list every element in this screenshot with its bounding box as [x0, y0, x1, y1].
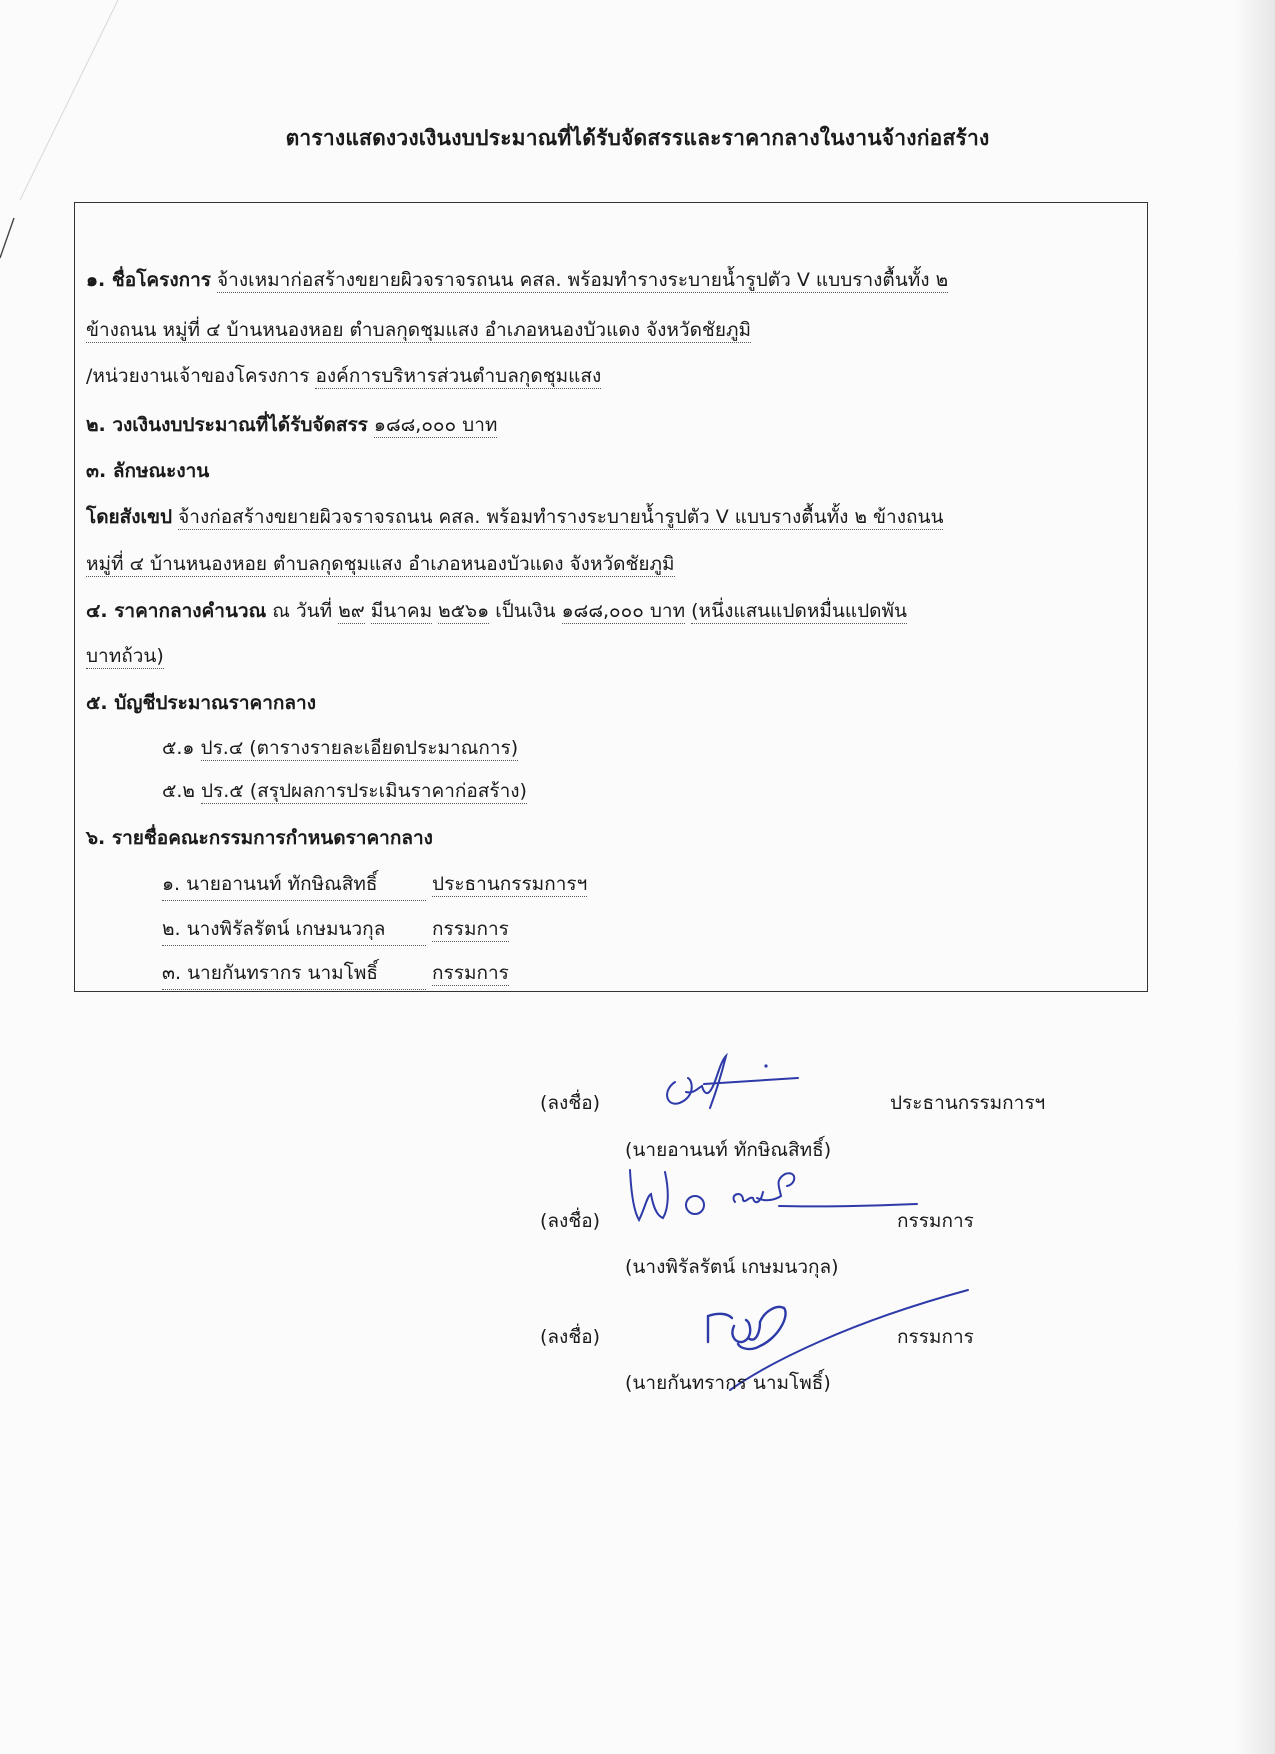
item5-sub1-text: ปร.๔ (ตารางรายละเอียดประมาณการ) — [200, 737, 519, 759]
item4-line1 — [86, 596, 907, 626]
signature-role: กรรมการ — [897, 1326, 974, 1348]
item5-sub2 — [162, 776, 527, 806]
item1-line1 — [86, 265, 948, 295]
committee-member-role: กรรมการ — [432, 962, 509, 984]
committee-member-role: กรรมการ — [432, 918, 509, 940]
signature-label: (ลงชื่อ) — [540, 1326, 601, 1348]
item3-summary-1: จ้างก่อสร้างขยายผิวจราจรถนน คสล. พร้อมทำรางระบายน้ำรูปตัว V แบบรางตื้นทั้ง ๒ ข้างถนน — [178, 506, 944, 528]
item4-amount-words-1: (หนึ่งแสนแปดหมื่นแปดพัน — [691, 600, 908, 622]
item4-month: มีนาคม — [370, 600, 433, 622]
item5-sub1-no: ๕.๑ — [162, 737, 195, 759]
item3-summary-label: โดยสังเขป — [86, 506, 173, 528]
item1-line2 — [86, 315, 751, 345]
committee-member-name: ๓. นายกันทรากร นามโพธิ์ — [162, 958, 426, 990]
item1-owner-label: /หน่วยงานเจ้าของโครงการ — [86, 365, 310, 387]
item4-label: ๔. ราคากลางคำนวณ — [86, 600, 267, 622]
item2-value: ๑๘๘,๐๐๐ บาท — [373, 414, 498, 436]
item2-label: ๒. วงเงินงบประมาณที่ได้รับจัดสรร — [86, 414, 368, 436]
committee-member-name: ๑. นายอานนท์ ทักษิณสิทธิ์ — [162, 869, 426, 901]
item1-project-name-2: ข้างถนน หมู่ที่ ๔ บ้านหนองหอย ตำบลกุดชุมแสง อำเภอหนองบัวแดง จังหวัดชัยภูมิ — [86, 319, 752, 341]
item6-label: ๖. รายชื่อคณะกรรมการกำหนดราคากลาง — [86, 827, 433, 849]
item4-amount-prefix: เป็นเงิน — [495, 600, 556, 622]
committee-member — [162, 958, 509, 990]
document-title: ตารางแสดงวงเงินงบประมาณที่ได้รับจัดสรรและราคากลางในงานจ้างก่อสร้าง — [285, 126, 990, 150]
item1-owner — [86, 361, 601, 391]
item5-sub1 — [162, 733, 518, 763]
item4-line2 — [86, 641, 164, 671]
item3-line2 — [86, 549, 675, 579]
committee-member — [162, 869, 587, 901]
item3-line1 — [86, 502, 943, 532]
item3-summary-2: หมู่ที่ ๔ บ้านหนองหอย ตำบลกุดชุมแสง อำเภอหนองบัวแดง จังหวัดชัยภูมิ — [86, 553, 675, 575]
committee-member-role: ประธานกรรมการฯ — [432, 873, 588, 895]
item4-amount-words-2: บาทถ้วน) — [86, 645, 164, 667]
item2-line — [86, 410, 497, 440]
committee-member — [162, 914, 509, 946]
item4-year: ๒๕๖๑ — [438, 600, 490, 622]
item3-label: ๓. ลักษณะงาน — [86, 460, 210, 482]
committee-member-name: ๒. นางพิรัลรัตน์ เกษมนวกุล — [162, 914, 426, 946]
signature-member1-icon — [625, 1160, 920, 1240]
item1-project-name-1: จ้างเหมาก่อสร้างขยายผิวจราจรถนน คสล. พร้อมทำรางระบายน้ำรูปตัว V แบบรางตื้นทั้ง ๒ — [217, 269, 949, 291]
signature-role: กรรมการ — [897, 1210, 974, 1232]
signature-label: (ลงชื่อ) — [540, 1210, 601, 1232]
item5-sub2-no: ๕.๒ — [162, 780, 195, 802]
item5-label: ๕. บัญชีประมาณราคากลาง — [86, 692, 316, 714]
item1-label: ๑. ชื่อโครงการ — [86, 269, 211, 291]
signature-chairman-icon — [650, 1052, 800, 1122]
signature-name: (นางพิรัลรัตน์ เกษมนวกุล) — [625, 1256, 839, 1278]
item4-amount: ๑๘๘,๐๐๐ บาท — [561, 600, 686, 622]
signature-name: (นายอานนท์ ทักษิณสิทธิ์) — [625, 1139, 832, 1161]
item4-date-prefix: ณ วันที่ — [272, 600, 333, 622]
item4-day: ๒๙ — [338, 600, 365, 622]
signature-name: (นายกันทรากร นามโพธิ์) — [625, 1372, 831, 1394]
item1-owner-value: องค์การบริหารส่วนตำบลกุดชุมแสง — [315, 365, 602, 387]
scan-edge-shadow — [1235, 0, 1275, 1754]
signature-role: ประธานกรรมการฯ — [890, 1092, 1046, 1114]
item5-sub2-text: ปร.๕ (สรุปผลการประเมินราคาก่อสร้าง) — [201, 780, 527, 802]
signature-label: (ลงชื่อ) — [540, 1092, 601, 1114]
